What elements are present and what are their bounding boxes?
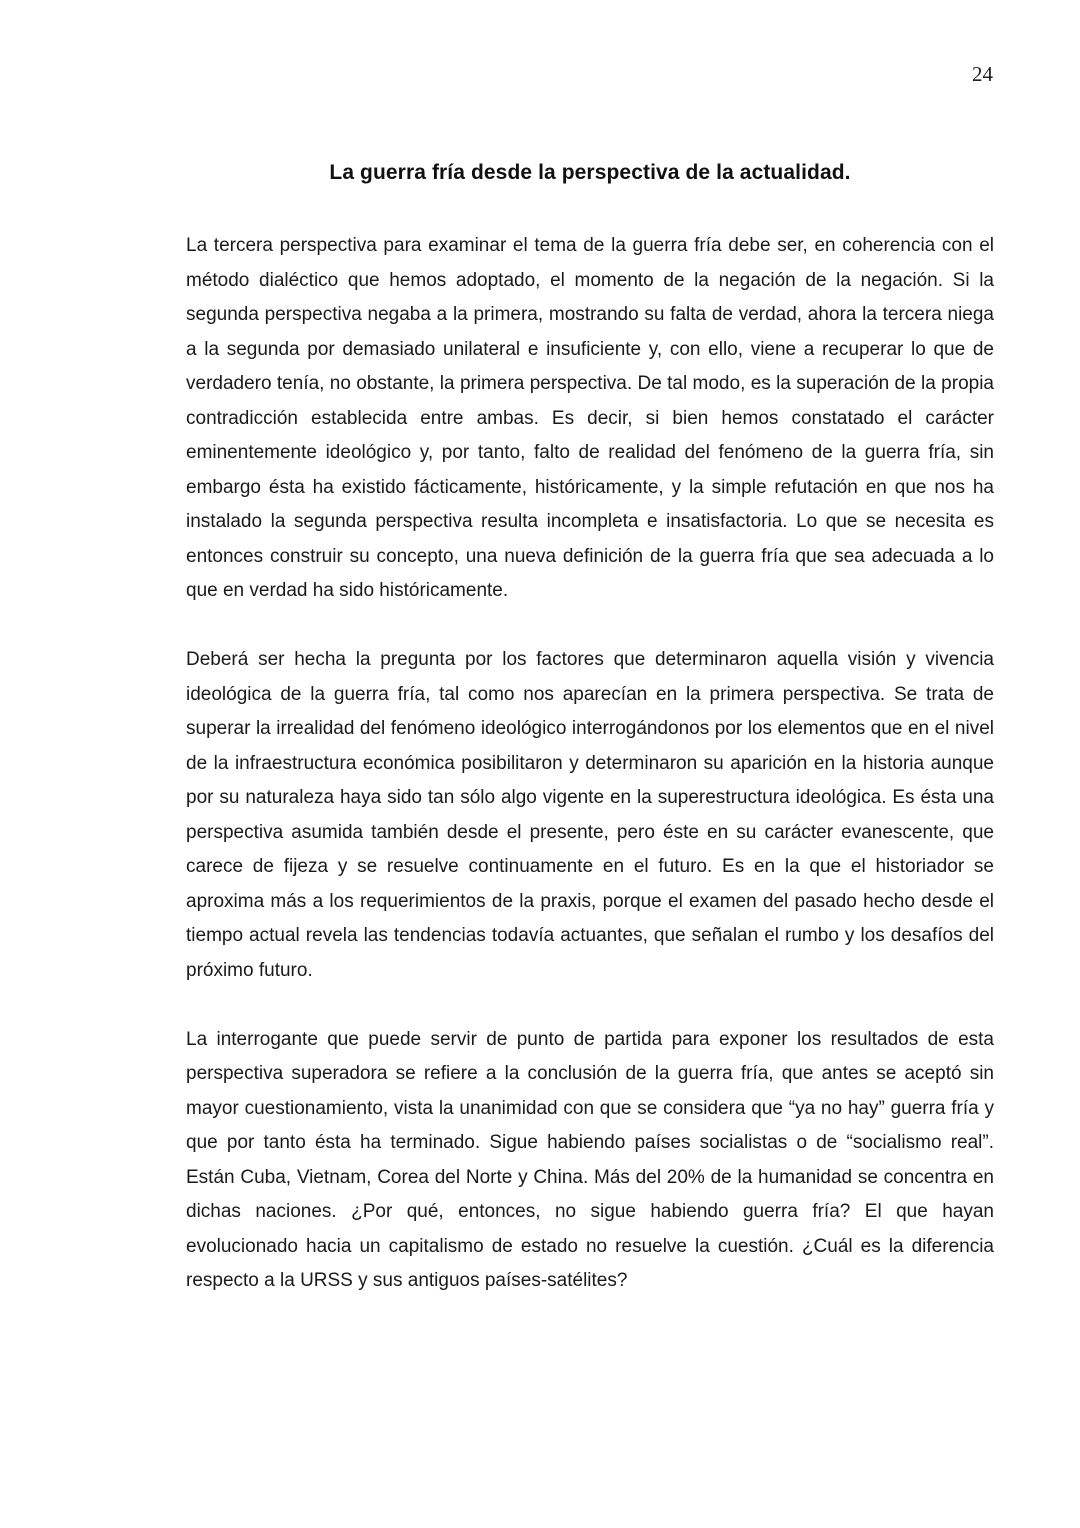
paragraph-1: La tercera perspectiva para examinar el tema de la guerra fría debe ser, en coherencia con el método dialéctico que hemos adoptado, el momento de la negación de la negación. Si la segunda perspectiva negaba a la primera, mostrando su falta de verdad, ahora la tercera niega a la segunda por demasiado unilateral e insuficiente y, con ello, viene a recuperar lo que de verdadero tenía, no obstante, la primera perspectiva. De tal modo, es la superación de la propia contradicción establecida entre ambas. Es decir, si bien hemos constatado el carácter eminentemente ideológico y, por tanto, falto de realidad del fenómeno de la guerra fría, sin embargo ésta ha existido fácticamente, históricamente, y la simple refutación en que nos ha instalado la segunda perspectiva resulta incompleta e insatisfactoria. Lo que se necesita es entonces construir su concepto, una nueva definición de la guerra fría que sea adecuada a lo que en verdad ha sido históricamente.	[186, 235, 994, 601]
document-body	[186, 229, 994, 1333]
paragraph-2: Deberá ser hecha la pregunta por los factores que determinaron aquella visión y vivencia ideológica de la guerra fría, tal como nos aparecían en la primera perspectiva. Se trata de superar la irrealidad del fenómeno ideológico interrogándonos por los elementos que en el nivel de la infraestructura económica posibilitaron y determinaron su aparición en la historia aunque por su naturaleza haya sido tan sólo algo vigente en la superestructura ideológica. Es ésta una perspectiva asumida también desde el presente, pero éste en su carácter evanescente, que carece de fijeza y se resuelve continuamente en el futuro. Es en la que el historiador se aproxima más a los requerimientos de la praxis, porque el examen del pasado hecho desde el tiempo actual revela las tendencias todavía actuantes, que señalan el rumbo y los desafíos del próximo futuro.	[186, 649, 994, 981]
page-number: 24	[972, 62, 993, 86]
document-title: La guerra fría desde la perspectiva de la actualidad.	[329, 161, 851, 184]
paragraph-3: La interrogante que puede servir de punto de partida para exponer los resultados de esta perspectiva superadora se refiere a la conclusión de la guerra fría, que antes se aceptó sin mayor cuestionamiento, vista la unanimidad con que se considera que “ya no hay” guerra fría y que por tanto ésta ha terminado. Sigue habiendo países socialistas o de “socialismo real”. Están Cuba, Vietnam, Corea del Norte y China. Más del 20% de la humanidad se concentra en dichas naciones. ¿Por qué, entonces, no sigue habiendo guerra fría? El que hayan evolucionado hacia un capitalismo de estado no resuelve la cuestión. ¿Cuál es la diferencia respecto a la URSS y sus antiguos países-satélites?	[186, 1028, 994, 1291]
